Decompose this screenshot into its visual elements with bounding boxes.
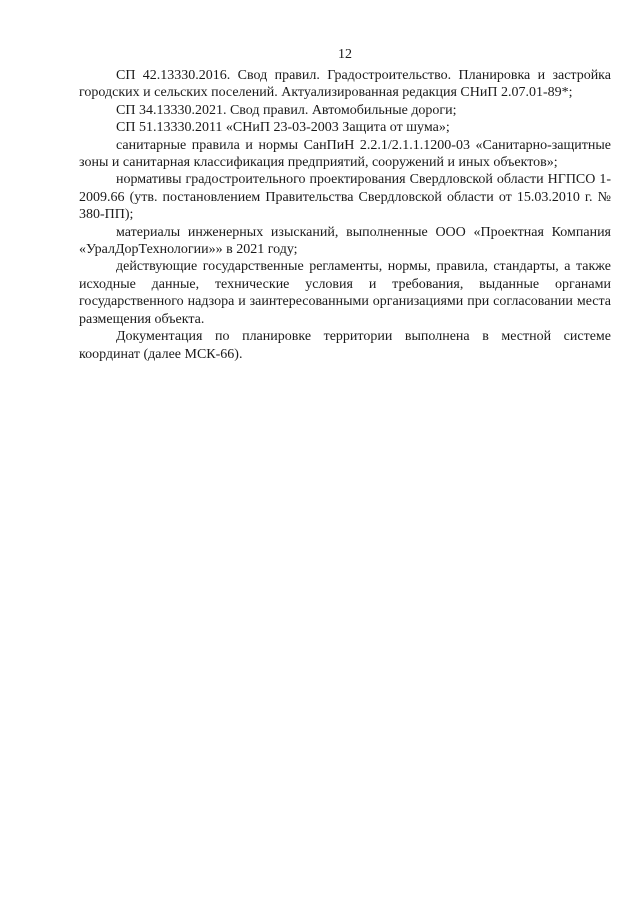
paragraph-sp-42: СП 42.13330.2016. Свод правил. Градостроительство. Планировка и застройка городских и сельских поселений. Актуализированная редакция СНиП 2.07.01-89*; <box>79 68 611 101</box>
paragraph-ngpso: нормативы градостроительного проектирования Свердловской области НГПСО 1-2009.66 (утв. постановлением Правительства Свердловской области от 15.03.2010 г. № 380-ПП); <box>79 172 611 223</box>
paragraph-surveys: материалы инженерных изысканий, выполненные ООО «Проектная Компания «УралДорТехнологии»» в 2021 году; <box>79 224 611 258</box>
paragraph-regulations: действующие государственные регламенты, нормы, правила, стандарты, а также исходные данные, технические условия и требования, выданные органами государственного надзора и заинтересованными организациями при согласовании места размещения объекта. <box>79 259 611 327</box>
paragraph-sp-34: СП 34.13330.2021. Свод правил. Автомобильные дороги; <box>116 102 457 118</box>
document-body <box>79 67 611 363</box>
paragraph-sp-51: СП 51.13330.2011 «СНиП 23-03-2003 Защита от шума»; <box>116 120 450 136</box>
paragraph-coordinates: Документация по планировке территории выполнена в местной системе координат (далее МСК-66). <box>79 329 611 362</box>
page-number: 12 <box>338 47 352 62</box>
paragraph-sanpin: санитарные правила и нормы СанПиН 2.2.1/2.1.1.1200-03 «Санитарно-защитные зоны и санитарная классификация предприятий, сооружений и иных объектов»; <box>79 137 611 171</box>
